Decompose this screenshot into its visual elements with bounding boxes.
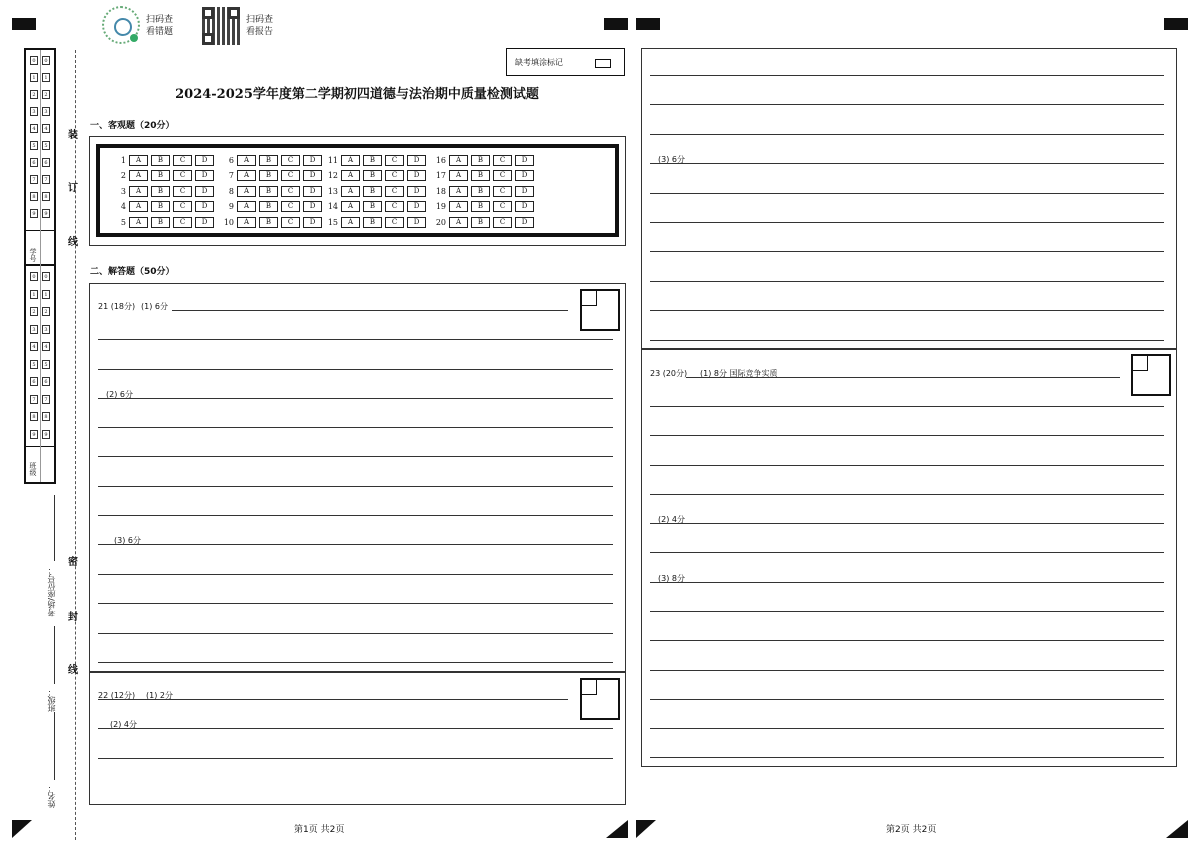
id-digit-cell[interactable]: 7 [30,395,38,404]
corner-triangle [12,820,32,838]
mcq-option-c[interactable]: C [281,186,300,197]
mcq-option-c[interactable]: C [385,201,404,212]
id-digit-cell[interactable]: 4 [30,124,38,133]
id-digit-cell[interactable]: 6 [42,158,50,167]
mcq-option-a[interactable]: A [237,186,256,197]
mcq-option-c[interactable]: C [281,170,300,181]
q23-head: 23 (20分) [650,369,688,378]
mcq-question-14 [322,201,426,212]
page-footer: 第2页 共2页 [886,825,937,835]
mcq-option-a[interactable]: A [129,155,148,166]
page-footer: 第1页 共2页 [294,825,345,835]
mcq-option-b[interactable]: B [471,155,490,166]
mcq-question-4 [110,201,214,212]
id-digit-cell[interactable]: 9 [42,209,50,218]
id-digit-cell[interactable]: 9 [30,209,38,218]
id-digit-cell[interactable]: 1 [42,290,50,299]
id-digit-cell[interactable]: 0 [30,272,38,281]
absent-checkbox[interactable] [595,59,611,68]
student-id-panel [24,48,56,484]
id-digit-cell[interactable]: 4 [42,342,50,351]
corner-triangle [636,820,656,838]
binding-char: 封 [68,612,78,623]
corner-mark [604,18,628,30]
mcq-option-d[interactable]: D [195,170,214,181]
binding-line [75,50,76,840]
mcq-question-3 [110,186,214,197]
mcq-option-a[interactable]: A [341,155,360,166]
q22-part1: (1) 2分 [146,691,173,700]
mcq-option-c[interactable]: C [385,170,404,181]
score-box[interactable] [580,289,620,331]
mcq-option-a[interactable]: A [449,217,468,228]
mcq-question-9 [218,201,322,212]
mcq-option-a[interactable]: A [449,201,468,212]
mcq-option-a[interactable]: A [341,170,360,181]
q22-part2: (2) 4分 [110,720,137,729]
scan-label: 扫码查 [246,15,274,25]
mcq-option-d[interactable]: D [407,170,426,181]
mcq-option-b[interactable]: B [151,186,170,197]
mcq-number: 19 [435,202,446,211]
corner-triangle [1166,820,1188,838]
id-digit-cell[interactable]: 0 [42,56,50,65]
mcq-option-d[interactable]: D [515,201,534,212]
mcq-question-7 [218,170,322,181]
mcq-question-6 [218,155,322,166]
mcq-number: 3 [120,187,126,196]
mcq-number: 6 [228,156,234,165]
name-label: 姓名： [47,784,56,808]
mcq-question-2 [110,170,214,181]
mcq-option-d[interactable]: D [515,217,534,228]
id-digit-cell[interactable]: 6 [42,377,50,386]
id-digit-cell[interactable]: 4 [30,342,38,351]
id-digit-cell[interactable]: 1 [30,290,38,299]
section-heading: 二、解答题（50分） [90,267,175,277]
section-heading: 一、客观题（20分） [90,121,175,131]
q23-part2: (2) 4分 [658,515,685,524]
mcq-option-b[interactable]: B [471,217,490,228]
id-digit-cell[interactable]: 5 [30,360,38,369]
mcq-option-c[interactable]: C [385,155,404,166]
mcq-option-d[interactable]: D [303,186,322,197]
mcq-question-8 [218,186,322,197]
mcq-option-d[interactable]: D [195,155,214,166]
id-digit-cell[interactable]: 6 [30,158,38,167]
banji-box-label: 班级 [29,462,37,476]
mcq-option-a[interactable]: A [449,155,468,166]
mcq-option-a[interactable]: A [129,186,148,197]
id-digit-cell[interactable]: 2 [42,307,50,316]
mcq-number: 1 [120,156,126,165]
mcq-question-17 [430,170,534,181]
mcq-option-b[interactable]: B [151,217,170,228]
absent-label: 缺考填涂标记 [515,58,563,67]
mcq-option-d[interactable]: D [515,186,534,197]
mcq-option-b[interactable]: B [471,186,490,197]
id-digit-cell[interactable]: 3 [42,325,50,334]
mcq-number: 2 [120,171,126,180]
mcq-question-15 [322,217,426,228]
mcq-option-a[interactable]: A [341,217,360,228]
mcq-option-a[interactable]: A [341,186,360,197]
mcq-option-b[interactable]: B [363,186,382,197]
mcq-option-b[interactable]: B [259,170,278,181]
mcq-question-16 [430,155,534,166]
mcq-option-d[interactable]: D [303,170,322,181]
mcq-question-18 [430,186,534,197]
mcq-number: 9 [228,202,234,211]
mcq-option-d[interactable]: D [407,201,426,212]
binding-char: 线 [68,665,78,676]
xuehao-label: 学号 [29,248,37,262]
mcq-number: 13 [327,187,338,196]
mcq-option-c[interactable]: C [173,201,192,212]
mcq-option-d[interactable]: D [407,155,426,166]
id-digit-cell[interactable]: 2 [42,90,50,99]
id-digit-cell[interactable]: 7 [30,175,38,184]
q23-part3: (3) 8分 [658,574,685,583]
mcq-option-c[interactable]: C [173,155,192,166]
id-digit-cell[interactable]: 0 [30,56,38,65]
mcq-option-c[interactable]: C [281,155,300,166]
id-digit-cell[interactable]: 8 [30,192,38,201]
mcq-option-c[interactable]: C [493,217,512,228]
id-digit-cell[interactable]: 9 [42,430,50,439]
scan-label: 看报告 [246,27,274,37]
q23-part1: (1) 8分 国际竞争实质 [700,369,778,378]
mcq-number: 11 [327,156,338,165]
mcq-option-b[interactable]: B [151,155,170,166]
mcq-option-b[interactable]: B [471,170,490,181]
mcq-number: 5 [120,218,126,227]
binding-char: 订 [68,183,78,194]
scan-label: 扫码查 [146,15,174,25]
mcq-option-c[interactable]: C [385,217,404,228]
qr-code-icon[interactable] [202,7,240,45]
q21-box [89,283,626,672]
seat-label: 考场/座位号： [47,566,56,617]
id-digit-cell[interactable]: 4 [42,124,50,133]
absent-mark-box [506,48,625,76]
mcq-question-13 [322,186,426,197]
mcq-option-a[interactable]: A [129,217,148,228]
mcq-option-d[interactable]: D [407,186,426,197]
mcq-option-c[interactable]: C [173,217,192,228]
mcq-number: 8 [228,187,234,196]
mcq-option-d[interactable]: D [407,217,426,228]
mcq-option-c[interactable]: C [493,170,512,181]
mcq-option-b[interactable]: B [259,201,278,212]
mcq-option-d[interactable]: D [195,186,214,197]
page-title: 2024-2025学年度第二学期初四道德与法治期中质量检测试题 [175,87,539,102]
q21-part3: (3) 6分 [114,536,141,545]
mcq-number: 7 [228,171,234,180]
mcq-option-d[interactable]: D [515,170,534,181]
id-digit-cell[interactable]: 1 [42,73,50,82]
id-digit-cell[interactable]: 2 [30,307,38,316]
mcq-option-a[interactable]: A [129,170,148,181]
id-digit-cell[interactable]: 5 [30,141,38,150]
mcq-option-b[interactable]: B [363,155,382,166]
mcq-option-c[interactable]: C [493,186,512,197]
id-digit-cell[interactable]: 7 [42,395,50,404]
mcq-number: 10 [223,218,234,227]
mcq-number: 15 [327,218,338,227]
mcq-option-c[interactable]: C [173,186,192,197]
mcq-option-c[interactable]: C [493,201,512,212]
mcq-question-20 [430,217,534,228]
mcq-option-b[interactable]: B [363,217,382,228]
mcq-option-a[interactable]: A [341,201,360,212]
mcq-option-d[interactable]: D [515,155,534,166]
mcq-option-a[interactable]: A [237,201,256,212]
id-digit-cell[interactable]: 8 [42,192,50,201]
score-box[interactable] [1131,354,1171,396]
id-digit-cell[interactable]: 6 [30,377,38,386]
q21-part1: (1) 6分 [141,302,168,311]
id-digit-cell[interactable]: 7 [42,175,50,184]
mcq-option-d[interactable]: D [303,217,322,228]
logo-icon [102,6,140,44]
mcq-option-c[interactable]: C [281,201,300,212]
q21-head: 21 (18分) [98,302,136,311]
right-part3: (3) 6分 [658,155,685,164]
mcq-number: 16 [435,156,446,165]
mcq-option-b[interactable]: B [363,201,382,212]
mcq-question-11 [322,155,426,166]
mcq-option-a[interactable]: A [237,217,256,228]
mcq-question-12 [322,170,426,181]
id-digit-cell[interactable]: 8 [42,412,50,421]
id-digit-cell[interactable]: 3 [42,107,50,116]
mcq-option-b[interactable]: B [259,155,278,166]
mcq-question-19 [430,201,534,212]
id-digit-cell[interactable]: 1 [30,73,38,82]
mcq-option-d[interactable]: D [303,201,322,212]
mcq-question-10 [218,217,322,228]
q22-head: 22 (12分) [98,691,136,700]
mcq-option-b[interactable]: B [151,201,170,212]
mcq-option-a[interactable]: A [129,201,148,212]
mcq-option-d[interactable]: D [195,217,214,228]
score-box[interactable] [580,678,620,720]
id-digit-cell[interactable]: 0 [42,272,50,281]
corner-mark [12,18,36,30]
mcq-option-a[interactable]: A [237,170,256,181]
mcq-option-a[interactable]: A [449,186,468,197]
mcq-question-5 [110,217,214,228]
mcq-option-c[interactable]: C [493,155,512,166]
id-digit-cell[interactable]: 8 [30,412,38,421]
id-digit-cell[interactable]: 3 [30,325,38,334]
id-digit-cell[interactable]: 9 [30,430,38,439]
mcq-question-1 [110,155,214,166]
mcq-option-b[interactable]: B [259,186,278,197]
q23-box [641,349,1177,767]
corner-mark [1164,18,1188,30]
mcq-option-c[interactable]: C [385,186,404,197]
mcq-number: 12 [327,171,338,180]
mcq-option-d[interactable]: D [195,201,214,212]
mcq-option-b[interactable]: B [363,170,382,181]
corner-mark [636,18,660,30]
mcq-number: 14 [327,202,338,211]
mcq-option-d[interactable]: D [303,155,322,166]
scan-label: 看错题 [146,27,174,37]
id-digit-cell[interactable]: 3 [30,107,38,116]
mcq-option-c[interactable]: C [173,170,192,181]
id-digit-cell[interactable]: 5 [42,141,50,150]
mcq-option-b[interactable]: B [151,170,170,181]
corner-triangle [606,820,628,838]
binding-char: 装 [68,130,78,141]
binding-char: 线 [68,237,78,248]
mcq-option-a[interactable]: A [237,155,256,166]
q21-part2: (2) 6分 [106,390,133,399]
right-answer-box [641,48,1177,349]
mcq-number: 4 [120,202,126,211]
mcq-option-b[interactable]: B [259,217,278,228]
id-digit-cell[interactable]: 5 [42,360,50,369]
id-digit-cell[interactable]: 2 [30,90,38,99]
mcq-option-a[interactable]: A [449,170,468,181]
mcq-option-b[interactable]: B [471,201,490,212]
mcq-option-c[interactable]: C [281,217,300,228]
class-label: 班级： [47,688,56,712]
mcq-number: 18 [435,187,446,196]
binding-char: 密 [68,557,78,568]
mcq-number: 20 [435,218,446,227]
mcq-number: 17 [435,171,446,180]
